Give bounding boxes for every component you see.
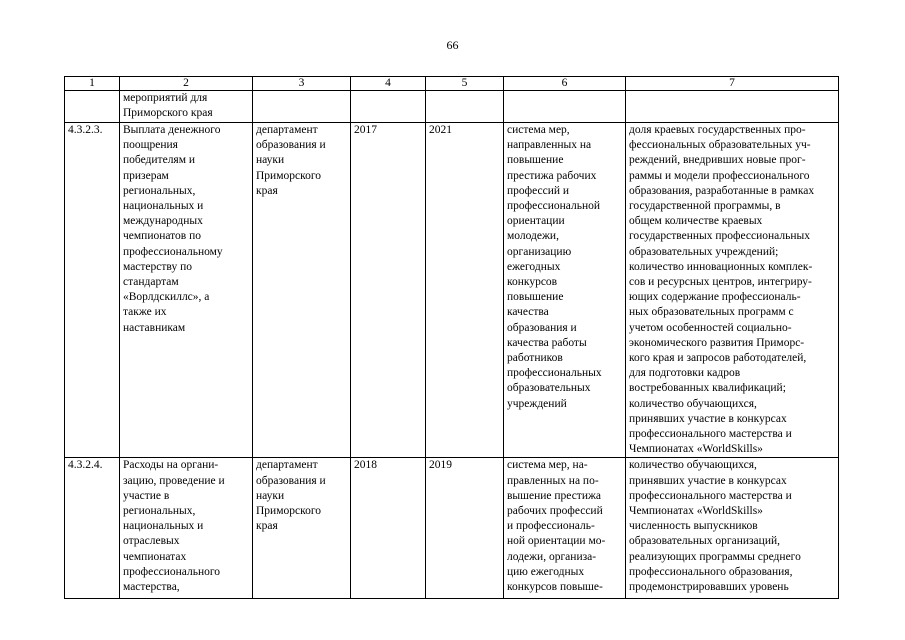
- indicators-cell: [626, 91, 839, 123]
- expected-result-cell: система мер, на- правленных на по- вышение престижа рабочих профессий и профессиональ- ной ориентации мо- лодежи, организа- цию ежегодных конкурсов повыше-: [504, 458, 626, 599]
- measure-name-cell: Расходы на органи- зацию, проведение и участие в региональных, национальных и отраслевых чемпионатах профессионального мастерства,: [120, 458, 253, 599]
- row-number-cell: 4.3.2.3.: [65, 123, 120, 458]
- executor-cell: департамент образования и науки Приморского края: [253, 123, 351, 458]
- expected-result-cell: система мер, направленных на повышение престижа рабочих профессий и профессиональной ориентации молодежи, организацию ежегодных конкурсов повышение качества образования и качества работы работников профессиональных образовательных учреждений: [504, 123, 626, 458]
- end-year-cell: 2021: [426, 123, 504, 458]
- start-year-cell: [351, 91, 426, 123]
- start-year-cell: 2017: [351, 123, 426, 458]
- indicators-cell: доля краевых государственных про- фессиональных образовательных уч- реждений, внедривших новые прог- раммы и модели профессионального образования, разработанные в рамках государственной программы, в общем количестве краевых государственных профессиональных образовательных учреждений; количество инновационных комплек- сов и ресурсных центров, интегриру- ющих содержание профессиональ- ных образовательных программ с учетом особенностей социально- экономического развития Приморс- кого края и запросов работодателей, для подготовки кадров востребованных квалификаций; количество обучающихся, принявших участие в конкурсах профессионального мастерства и Чемпионатах «WorldSkills»: [626, 123, 839, 458]
- column-header: 2: [120, 77, 253, 91]
- table-row: [65, 458, 839, 599]
- row-number-cell: 4.3.2.4.: [65, 458, 120, 599]
- column-header: 5: [426, 77, 504, 91]
- column-header: 7: [626, 77, 839, 91]
- table-row: [65, 123, 839, 458]
- expected-result-cell: [504, 91, 626, 123]
- end-year-cell: [426, 91, 504, 123]
- row-number-cell: [65, 91, 120, 123]
- end-year-cell: 2019: [426, 458, 504, 599]
- table-row: [65, 91, 839, 123]
- executor-cell: департамент образования и науки Приморского края: [253, 458, 351, 599]
- column-header: 6: [504, 77, 626, 91]
- measure-name-cell: мероприятий для Приморского края: [120, 91, 253, 123]
- column-header: 3: [253, 77, 351, 91]
- start-year-cell: 2018: [351, 458, 426, 599]
- measures-table: [64, 76, 839, 599]
- table-header-row: [65, 77, 839, 91]
- measure-name-cell: Выплата денежного поощрения победителям и призерам региональных, национальных и международных чемпионатов по профессиональному мастерству по стандартам «Ворлдскиллс», а также их наставникам: [120, 123, 253, 458]
- indicators-cell: количество обучающихся, принявших участие в конкурсах профессионального мастерства и Чемпионатах «WorldSkills» численность выпускников образовательных организаций, реализующих программы среднего профессионального образования, продемонстрировавших уровень: [626, 458, 839, 599]
- page-number: 66: [446, 38, 459, 52]
- column-header: 4: [351, 77, 426, 91]
- executor-cell: [253, 91, 351, 123]
- column-header: 1: [65, 77, 120, 91]
